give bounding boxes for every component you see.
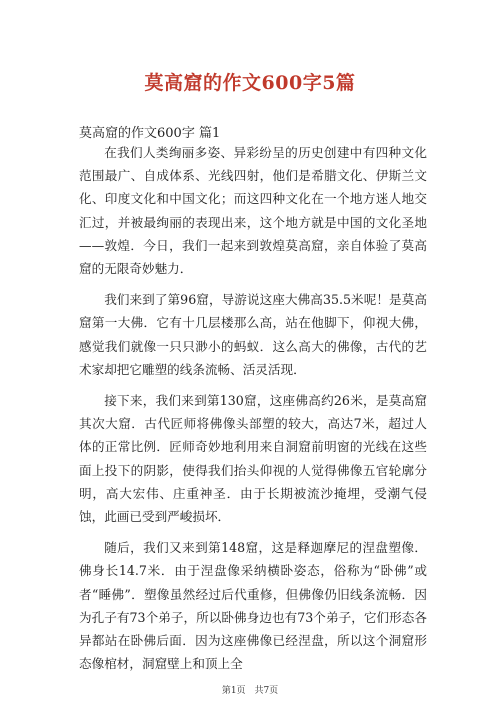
page-footer — [0, 683, 500, 696]
page-number: 第1页 — [221, 686, 246, 696]
paragraph-4: 随后，我们又来到第148窟，这是释迦摩尼的涅盘塑像．佛身长14.7米．由于涅盘像采纳横卧姿态，俗称为“卧佛”或者“睡佛”．塑像虽然经过后代重修，但佛像仍旧线条流畅．因为孔子有73个弟子，所以卧佛身边也有73个弟子，它们形态各异都站在卧佛后面．因为这座佛像已经涅盘，所以这个洞窟形态像棺材，洞窟壁上和顶上全 — [79, 540, 427, 672]
paragraph-2: 我们来到了第96窟，导游说这座大佛高35.5米呢！是莫高窟第一大佛．它有十几层楼那么高，站在他脚下，仰视大佛，感觉我们就像一只只渺小的蚂蚁．这么高大的佛像，古代的艺术家却把它雕塑的线条流畅、活灵活现． — [79, 292, 427, 377]
paragraph-3: 接下来，我们来到第130窟，这座佛高约26米，是莫高窟其次大窟．古代匠师将佛像头部塑的较大，高达7米，超过人体的正常比例．匠师奇妙地利用来自洞窟前明窗的光线在这些面上投下的阴影，使得我们抬头仰视的人觉得佛像五官轮廓分明，高大宏伟、庄重神圣．由于长期被流沙掩埋，受潮气侵蚀，此画已受到严峻损坏． — [79, 393, 427, 525]
essay-subtitle: 莫高窟的作文600字 篇1 — [79, 126, 221, 141]
paragraph-1: 在我们人类绚丽多姿、异彩纷呈的历史创建中有四种文化范围最广、自成体系、光线四射，他们是希腊文化、伊斯兰文化、印度文化和中国文化；而这四种文化在一个地方迷人地交汇过，并被最绚丽的表现出来，这个地方就是中国的文化圣地——敦煌．今日，我们一起来到敦煌莫高窟，亲自体验了莫高窟的无限奇妙魅力． — [79, 145, 427, 277]
document-title: 莫高窟的作文600字5篇 — [144, 72, 356, 94]
essay-body — [79, 141, 427, 683]
page-total: 共7页 — [254, 686, 279, 696]
